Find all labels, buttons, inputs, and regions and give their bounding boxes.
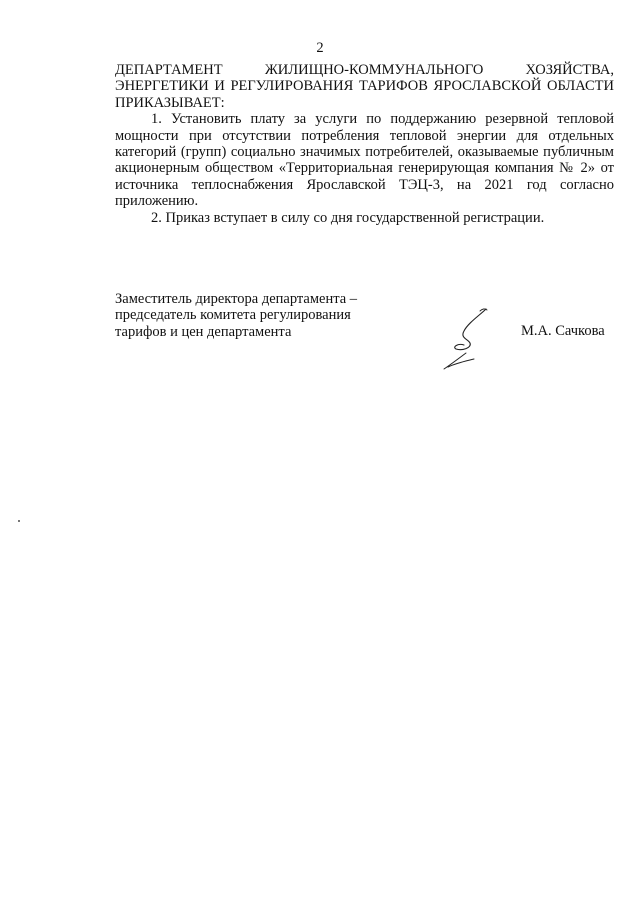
page-number: 2 [316, 40, 324, 56]
signer-name: М.А. Сачкова [521, 323, 605, 339]
paragraph-2: 2. Приказ вступает в силу со дня государственной регистрации. [151, 209, 545, 226]
signatory-title-line-1: Заместитель директора департамента – [115, 291, 358, 307]
document-body [115, 62, 614, 226]
scan-artifact [18, 520, 20, 522]
signatory-title-line-3: тарифов и цен департамента [115, 323, 292, 340]
order-heading: ДЕПАРТАМЕНТ ЖИЛИЩНО-КОММУНАЛЬНОГО ХОЗЯЙСТВА, ЭНЕРГЕТИКИ И РЕГУЛИРОВАНИЯ ТАРИФОВ ЯРОСЛАВСКОЙ ОБЛАСТИ ПРИКАЗЫВАЕТ: [115, 62, 614, 111]
signatory-title [115, 291, 357, 340]
handwritten-signature [440, 305, 500, 373]
paragraph-1: 1. Установить плату за услуги по поддержанию резервной тепловой мощности при отсутствии потребления тепловой энергии для отдельных категорий (групп) социально значимых потребителей, оказываемые публичным акционерным обществом «Территориальная генерирующая компания № 2» от источника теплоснабжения Ярославской ТЭЦ-3, на 2021 год согласно приложению. [115, 111, 614, 210]
signatory-title-line-2: председатель комитета регулирования [115, 307, 351, 324]
